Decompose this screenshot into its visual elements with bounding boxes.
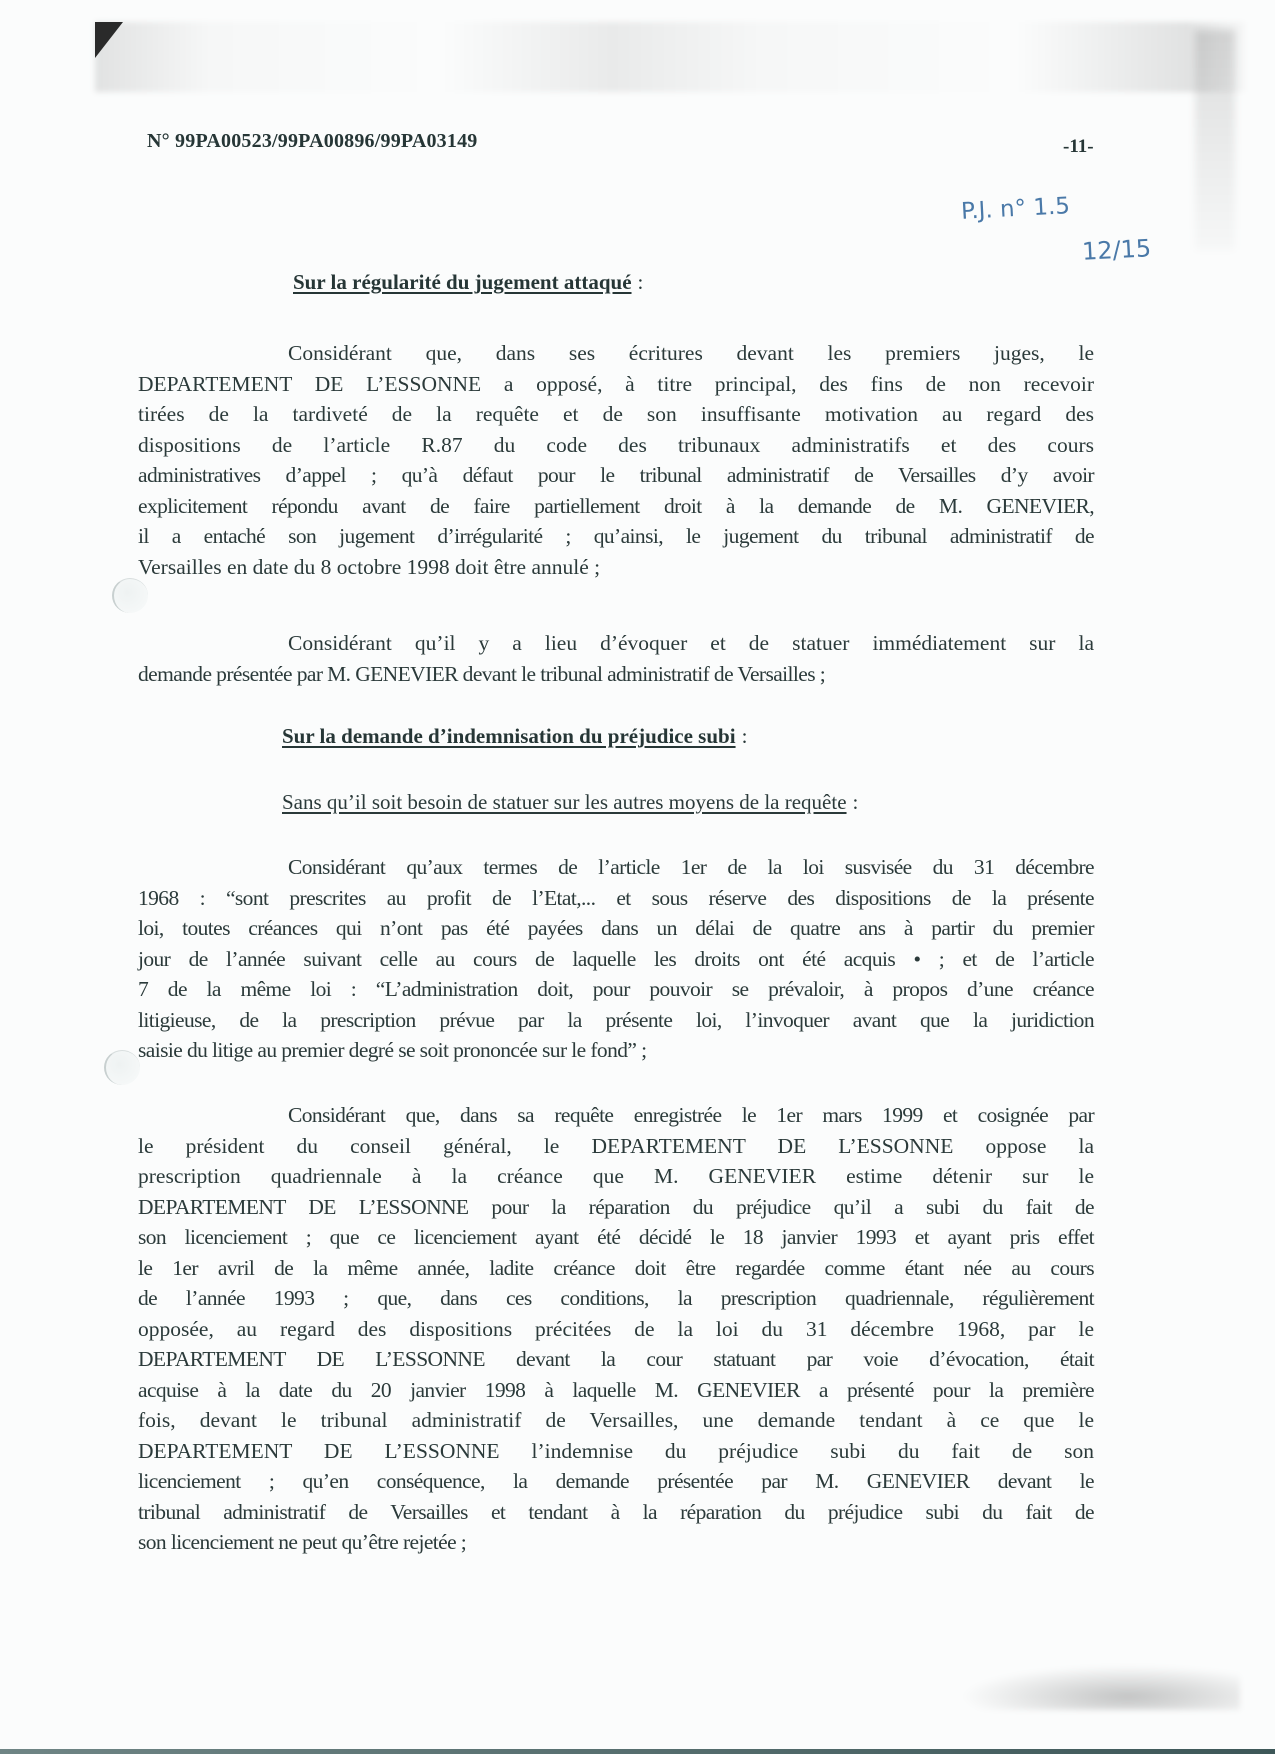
paragraph-line: Considérant qu’aux termes de l’article 1er de la loi susvisée du 31 décembre (288, 855, 1094, 879)
section-heading-regularite (293, 270, 643, 295)
paragraph-3 (138, 852, 1094, 1066)
section-heading-indemnisation (282, 724, 747, 749)
case-reference-number: N° 99PA00523/99PA00896/99PA03149 (147, 130, 478, 152)
paragraph-line: loi, toutes créances qui n’ont pas été payées dans un délai de quatre ans à partir du premier (138, 916, 1094, 940)
paragraph-line: fois, devant le tribunal administratif de Versailles, une demande tendant à ce que le (138, 1408, 1094, 1432)
page-number: -11- (1063, 136, 1094, 157)
paragraph-2 (138, 628, 1094, 689)
scan-shadow-right (1195, 30, 1235, 250)
paragraph-line: Versailles en date du 8 octobre 1998 doit être annulé ; (138, 554, 601, 579)
paragraph-line: DEPARTEMENT DE L’ESSONNE devant la cour statuant par voie d’évocation, était (138, 1347, 1094, 1371)
paragraph-4 (138, 1100, 1094, 1558)
punch-hole (112, 578, 148, 613)
heading-colon: : (637, 270, 644, 294)
paragraph-line: Considérant que, dans sa requête enregistrée le 1er mars 1999 et cosignée par (288, 1103, 1094, 1127)
punch-hole (104, 1050, 140, 1085)
paragraph-line: Considérant qu’il y a lieu d’évoquer et de statuer immédiatement sur la (288, 631, 1094, 655)
handwritten-page-count: 12/15 (1081, 234, 1152, 266)
paragraph-line: administratives d’appel ; qu’à défaut pour le tribunal administratif de Versailles d’y avoir (138, 463, 1094, 487)
scan-corner-mark (95, 22, 123, 58)
paragraph-line: DEPARTEMENT DE L’ESSONNE l’indemnise du préjudice subi du fait de son (138, 1438, 1094, 1463)
paragraph-line: acquise à la date du 20 janvier 1998 à laquelle M. GENEVIER a présenté pour la première (138, 1377, 1094, 1402)
paragraph-line: opposée, au regard des dispositions précitées de la loi du 31 décembre 1968, par le (138, 1316, 1094, 1341)
paragraph-line: son licenciement ne peut qu’être rejetée ; (138, 1530, 467, 1554)
heading-text: Sans qu’il soit besoin de statuer sur les autres moyens de la requête (282, 790, 847, 814)
section-subheading-moyens (282, 790, 858, 815)
scan-bottom-edge (0, 1749, 1275, 1754)
paragraph-line: DEPARTEMENT DE L’ESSONNE a opposé, à titre principal, des fins de non recevoir (138, 371, 1094, 396)
scan-shadow-top (95, 22, 1245, 92)
paragraph-line: 7 de la même loi : “L’administration doit, pour pouvoir se prévaloir, à propos d’une créance (138, 977, 1094, 1001)
paragraph-line: explicitement répondu avant de faire partiellement droit à la demande de M. GENEVIER, (138, 493, 1094, 518)
paragraph-line: demande présentée par M. GENEVIER devant le tribunal administratif de Versailles ; (138, 661, 826, 686)
heading-text: Sur la demande d’indemnisation du préjudice subi (282, 724, 736, 748)
paragraph-line: tribunal administratif de Versailles et tendant à la réparation du préjudice subi du fait de (138, 1499, 1094, 1524)
heading-colon: : (741, 724, 748, 748)
scan-shadow-bottom (960, 1665, 1240, 1710)
paragraph-line: son licenciement ; que ce licenciement ayant été décidé le 18 janvier 1993 et ayant pris effet (138, 1225, 1094, 1249)
paragraph-line: dispositions de l’article R.87 du code des tribunaux administratifs et des cours (138, 432, 1094, 457)
paragraph-line: de l’année 1993 ; que, dans ces conditions, la prescription quadriennale, régulièrement (138, 1286, 1094, 1310)
paragraph-line: le 1er avril de la même année, ladite créance doit être regardée comme étant née au cours (138, 1255, 1094, 1280)
paragraph-line: il a entaché son jugement d’irrégularité ; qu’ainsi, le jugement du tribunal administratif de (138, 524, 1094, 548)
paragraph-line: Considérant que, dans ses écritures devant les premiers juges, le (288, 341, 1094, 365)
paragraph-line: litigieuse, de la prescription prévue par la présente loi, l’invoquer avant que la juridiction (138, 1007, 1094, 1032)
heading-colon: : (852, 790, 859, 814)
paragraph-line: jour de l’année suivant celle au cours de laquelle les droits ont été acquis • ; et de l’article (138, 946, 1094, 971)
paragraph-line: DEPARTEMENT DE L’ESSONNE pour la réparation du préjudice qu’il a subi du fait de (138, 1194, 1094, 1219)
heading-text: Sur la régularité du jugement attaqué (293, 270, 632, 294)
handwritten-attachment-note: P.J. n° 1.5 (960, 193, 1071, 225)
paragraph-1 (138, 338, 1094, 582)
paragraph-line: prescription quadriennale à la créance que M. GENEVIER estime détenir sur le (138, 1164, 1094, 1188)
paragraph-line: saisie du litige au premier degré se soit prononcée sur le fond” ; (138, 1038, 647, 1062)
paragraph-line: le président du conseil général, le DEPARTEMENT DE L’ESSONNE oppose la (138, 1133, 1094, 1158)
paragraph-line: licenciement ; qu’en conséquence, la demande présentée par M. GENEVIER devant le (138, 1469, 1094, 1493)
paragraph-line: 1968 : “sont prescrites au profit de l’Etat,... et sous réserve des dispositions de la présente (138, 885, 1094, 910)
paragraph-line: tirées de la tardiveté de la requête et de son insuffisante motivation au regard des (138, 402, 1094, 426)
